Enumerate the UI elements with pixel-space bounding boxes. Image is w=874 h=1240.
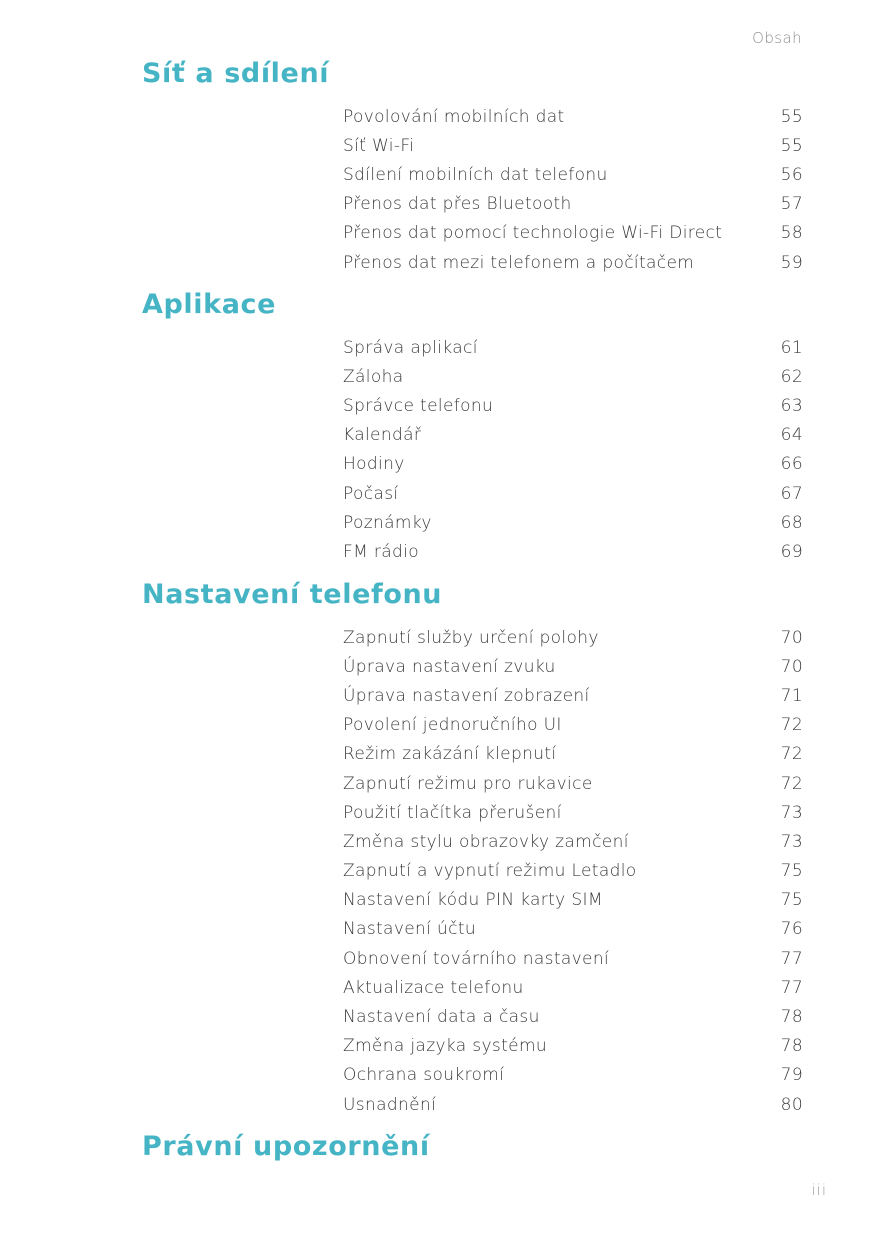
toc-entry[interactable] bbox=[343, 102, 803, 131]
toc-entry-label: Přenos dat pomocí technologie Wi-Fi Direct bbox=[343, 223, 723, 244]
toc-entry-page: 77 bbox=[780, 977, 803, 998]
toc-entry-page: 78 bbox=[780, 1007, 803, 1028]
toc-entry-page: 66 bbox=[780, 454, 803, 475]
toc-entry-page: 79 bbox=[780, 1065, 803, 1086]
toc-entry-page: 75 bbox=[780, 861, 803, 882]
toc-entry[interactable] bbox=[343, 1002, 803, 1031]
section-title[interactable]: Aplikace bbox=[142, 289, 277, 320]
section-title[interactable]: Síť a sdílení bbox=[142, 58, 330, 89]
toc-entry-page: 55 bbox=[780, 135, 803, 156]
toc-entry[interactable] bbox=[343, 248, 803, 277]
page-number: iii bbox=[811, 1181, 827, 1199]
toc-entry-page: 70 bbox=[780, 627, 803, 648]
toc-entry-page: 61 bbox=[780, 337, 803, 358]
toc-entry-label: Přenos dat mezi telefonem a počítačem bbox=[343, 252, 695, 273]
toc-entry-label: Síť Wi-Fi bbox=[343, 135, 415, 156]
toc-entry-page: 64 bbox=[780, 425, 803, 446]
toc-entry-label: Usnadnění bbox=[343, 1094, 437, 1115]
toc-entry-page: 57 bbox=[780, 194, 803, 215]
toc-entry[interactable] bbox=[343, 362, 803, 391]
toc-entry-label: Režim zakázání klepnutí bbox=[343, 744, 557, 765]
toc-entry-label: Poznámky bbox=[343, 512, 432, 533]
toc-entry-label: Sdílení mobilních dat telefonu bbox=[343, 164, 608, 185]
toc-entry-label: Změna stylu obrazovky zamčení bbox=[343, 831, 629, 852]
toc-entry-label: Změna jazyka systému bbox=[343, 1036, 547, 1057]
toc-entry-page: 58 bbox=[780, 223, 803, 244]
toc-entry-label: Záloha bbox=[343, 366, 404, 387]
toc-entry-label: FM rádio bbox=[343, 541, 419, 562]
toc-entry-label: Ochrana soukromí bbox=[343, 1065, 505, 1086]
toc-entry-label: Nastavení data a času bbox=[343, 1007, 540, 1028]
toc-entry-page: 70 bbox=[780, 656, 803, 677]
toc-entry-label: Aktualizace telefonu bbox=[343, 977, 524, 998]
toc-list bbox=[343, 102, 803, 277]
toc-entry-label: Hodiny bbox=[343, 454, 405, 475]
toc-entry[interactable] bbox=[343, 421, 803, 450]
toc-entry[interactable] bbox=[343, 652, 803, 681]
toc-entry-label: Zapnutí a vypnutí režimu Letadlo bbox=[343, 861, 637, 882]
section-title[interactable]: Nastavení telefonu bbox=[142, 579, 443, 610]
toc-list bbox=[343, 333, 803, 567]
toc-entry[interactable] bbox=[343, 450, 803, 479]
toc-entry-label: Kalendář bbox=[343, 425, 422, 446]
toc-entry[interactable] bbox=[343, 131, 803, 160]
toc-entry-page: 77 bbox=[780, 948, 803, 969]
toc-entry-page: 67 bbox=[780, 483, 803, 504]
toc-entry-label: Správa aplikací bbox=[343, 337, 478, 358]
toc-entry-page: 68 bbox=[780, 512, 803, 533]
toc-entry[interactable] bbox=[343, 827, 803, 856]
toc-entry[interactable] bbox=[343, 537, 803, 566]
toc-entry[interactable] bbox=[343, 1090, 803, 1119]
section-title[interactable]: Právní upozornění bbox=[142, 1131, 430, 1162]
toc-entry-label: Povolení jednoručního UI bbox=[343, 715, 562, 736]
toc-entry-label: Nastavení kódu PIN karty SIM bbox=[343, 890, 603, 911]
toc-entry-page: 72 bbox=[780, 715, 803, 736]
toc-entry-page: 80 bbox=[780, 1094, 803, 1115]
toc-entry[interactable] bbox=[343, 508, 803, 537]
toc-entry[interactable] bbox=[343, 190, 803, 219]
toc-entry-label: Použití tlačítka přerušení bbox=[343, 802, 562, 823]
toc-entry[interactable] bbox=[343, 391, 803, 420]
toc-entry-page: 56 bbox=[780, 164, 803, 185]
toc-entry-page: 71 bbox=[780, 685, 803, 706]
toc-list bbox=[343, 623, 803, 1119]
toc-entry[interactable] bbox=[343, 1061, 803, 1090]
toc-entry-label: Přenos dat přes Bluetooth bbox=[343, 194, 572, 215]
toc-entry[interactable] bbox=[343, 333, 803, 362]
toc-entry-label: Úprava nastavení zvuku bbox=[343, 656, 556, 677]
toc-entry-page: 62 bbox=[780, 366, 803, 387]
toc-entry-label: Správce telefonu bbox=[343, 395, 494, 416]
toc-entry-page: 78 bbox=[780, 1036, 803, 1057]
toc-entry-label: Nastavení účtu bbox=[343, 919, 476, 940]
toc-entry-page: 72 bbox=[780, 773, 803, 794]
toc-entry[interactable] bbox=[343, 798, 803, 827]
toc-entry-page: 76 bbox=[780, 919, 803, 940]
toc-entry-page: 59 bbox=[780, 252, 803, 273]
toc-entry-page: 69 bbox=[780, 541, 803, 562]
toc-entry-page: 72 bbox=[780, 744, 803, 765]
toc-entry[interactable] bbox=[343, 711, 803, 740]
toc-entry[interactable] bbox=[343, 944, 803, 973]
toc-entry[interactable] bbox=[343, 769, 803, 798]
toc-entry-label: Zapnutí režimu pro rukavice bbox=[343, 773, 593, 794]
toc-entry[interactable] bbox=[343, 681, 803, 710]
toc-entry-page: 75 bbox=[780, 890, 803, 911]
toc-entry-label: Počasí bbox=[343, 483, 399, 504]
toc-entry[interactable] bbox=[343, 1032, 803, 1061]
toc-entry[interactable] bbox=[343, 915, 803, 944]
running-header-label: Obsah bbox=[752, 29, 802, 47]
toc-entry-page: 55 bbox=[780, 106, 803, 127]
toc-entry[interactable] bbox=[343, 857, 803, 886]
toc-entry[interactable] bbox=[343, 479, 803, 508]
toc-entry-page: 73 bbox=[780, 831, 803, 852]
toc-entry[interactable] bbox=[343, 740, 803, 769]
toc-entry[interactable] bbox=[343, 160, 803, 189]
toc-entry-label: Zapnutí služby určení polohy bbox=[343, 627, 599, 648]
toc-entry[interactable] bbox=[343, 973, 803, 1002]
toc-entry[interactable] bbox=[343, 886, 803, 915]
toc-entry-page: 63 bbox=[780, 395, 803, 416]
toc-entry[interactable] bbox=[343, 623, 803, 652]
toc-entry-page: 73 bbox=[780, 802, 803, 823]
toc-entry-label: Povolování mobilních dat bbox=[343, 106, 565, 127]
toc-entry[interactable] bbox=[343, 219, 803, 248]
toc-entry-label: Obnovení továrního nastavení bbox=[343, 948, 610, 969]
toc-entry-label: Úprava nastavení zobrazení bbox=[343, 685, 590, 706]
